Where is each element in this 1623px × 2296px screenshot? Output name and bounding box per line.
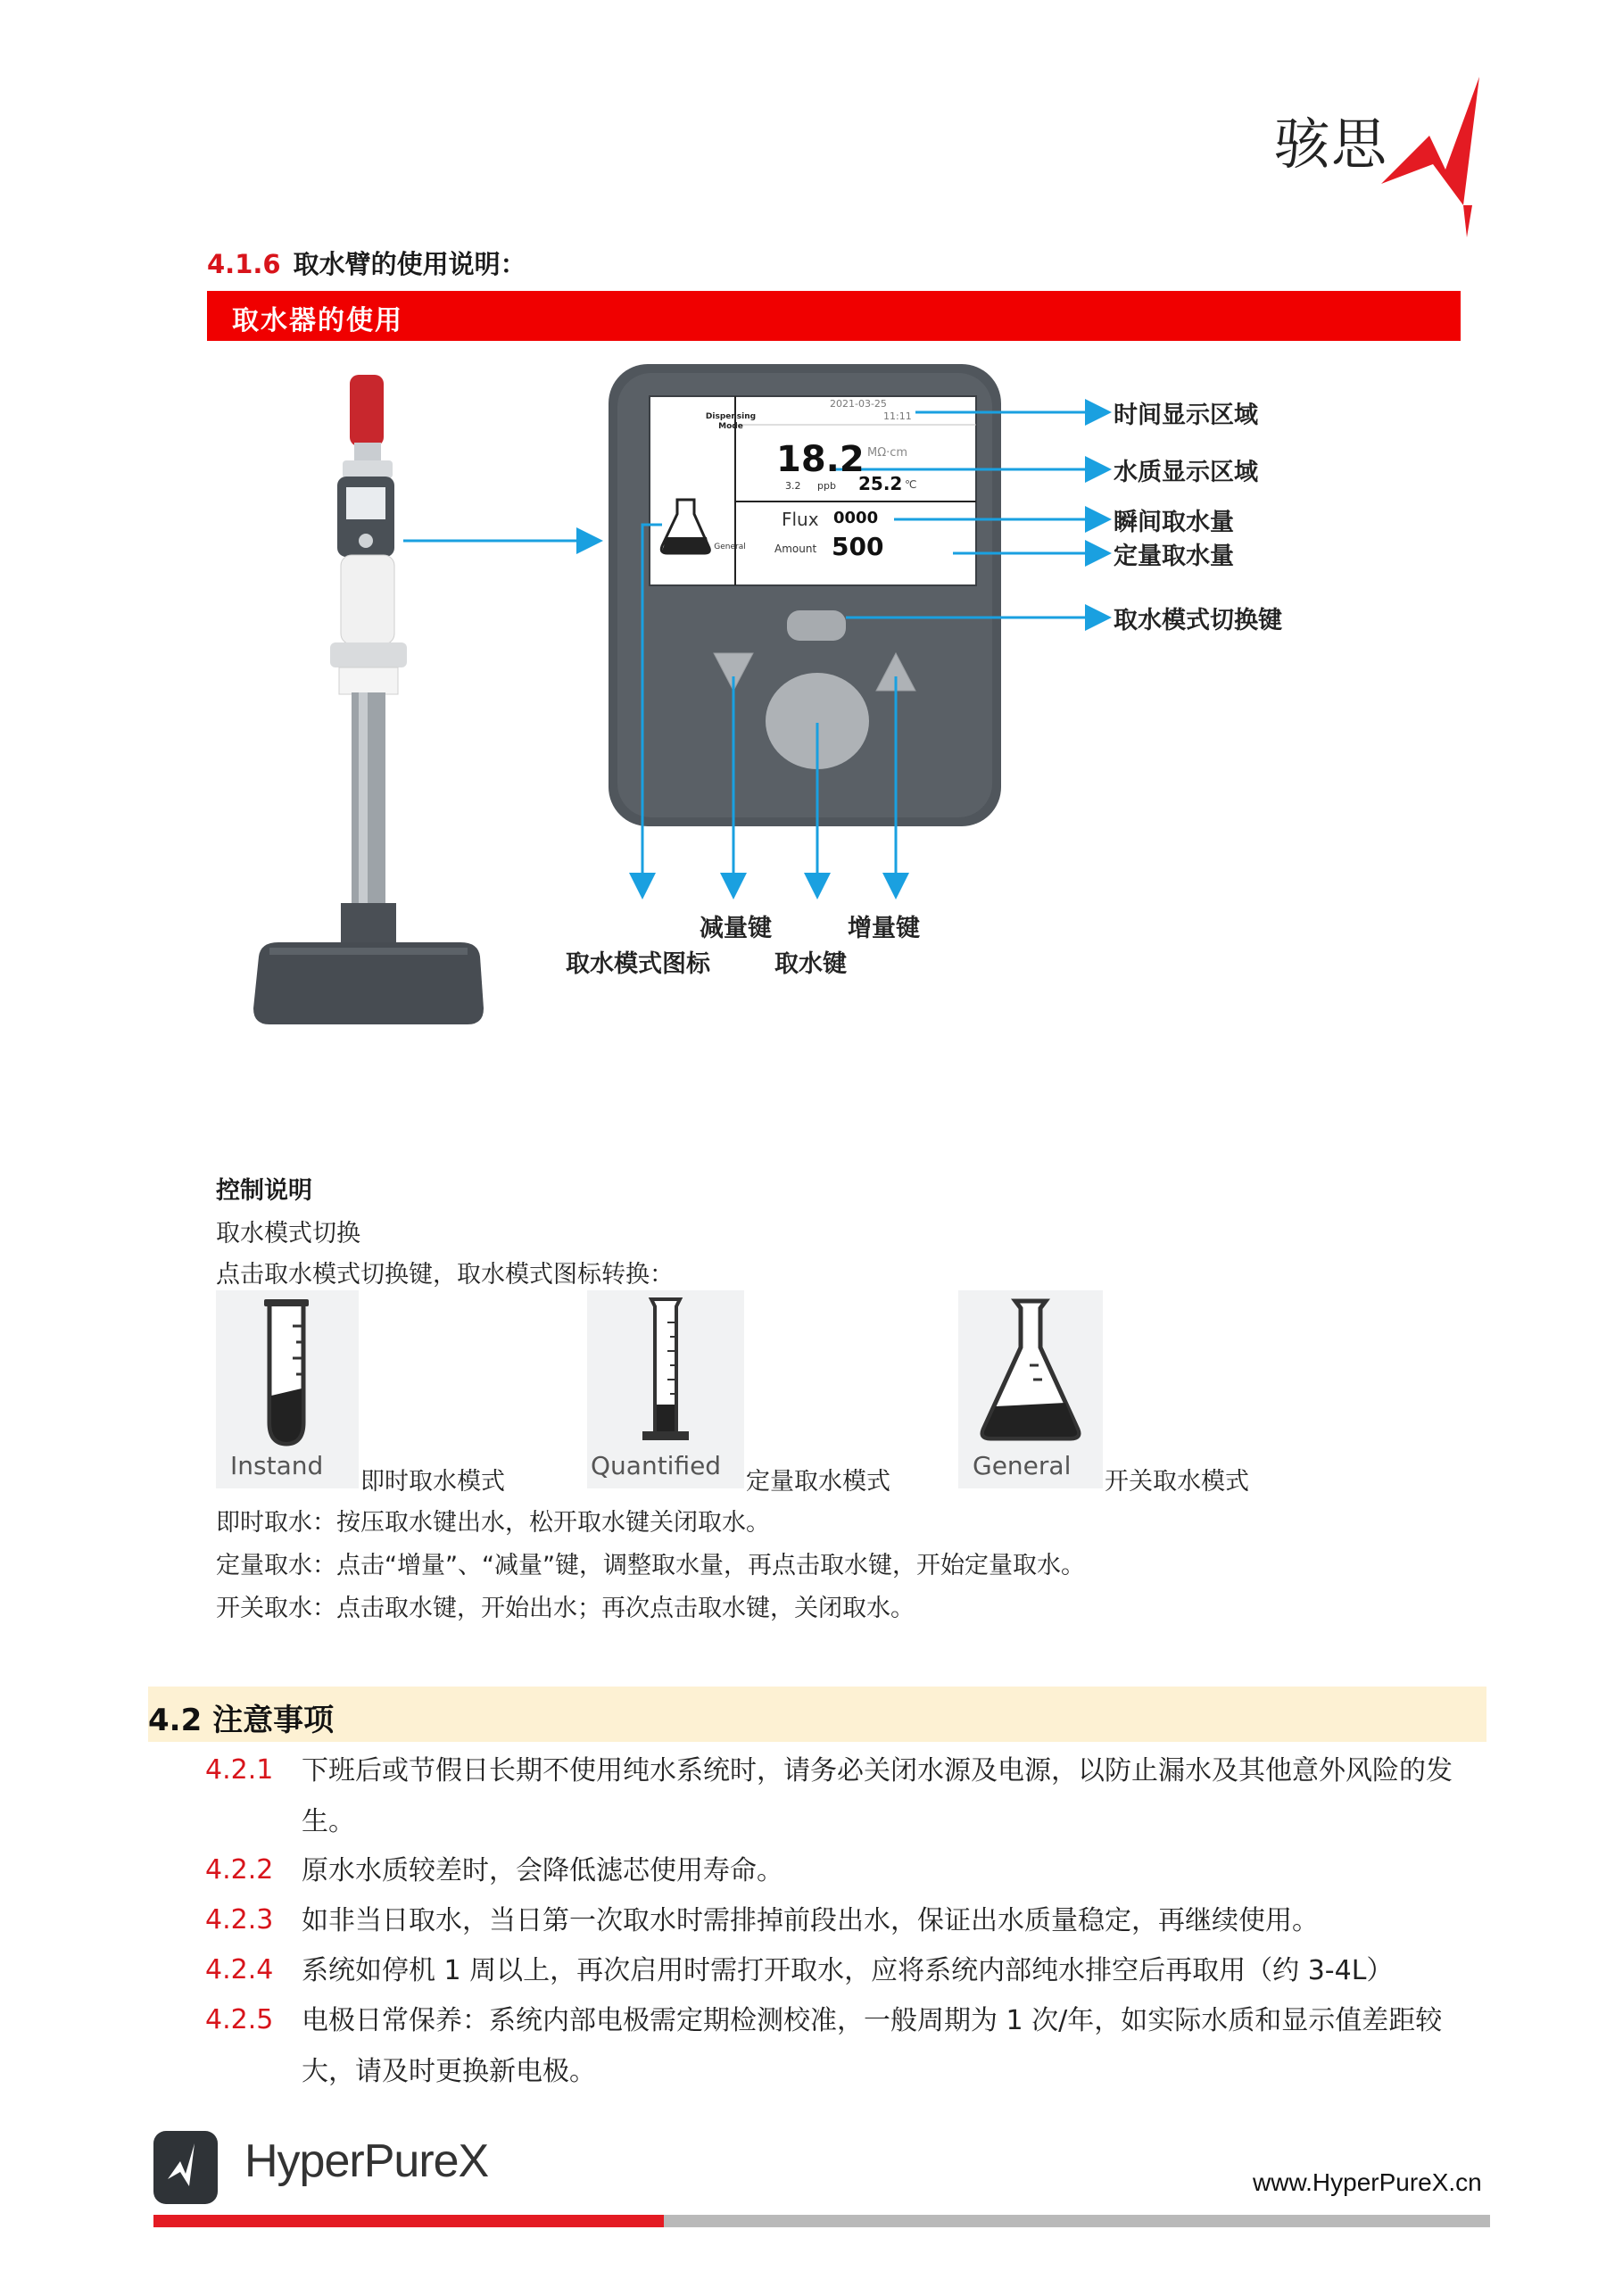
control-desc-1: 即时取水：按压取水键出水，松开取水键关闭取水。 [216,1509,770,1537]
callout-dispense-key: 取水键 [774,950,847,978]
section-number: 4.1.6 [207,249,281,279]
mode-quantified-image [587,1290,744,1488]
callout-increase-key: 增量键 [848,915,920,942]
brand-lightning-logo [1374,71,1490,237]
screen-date: 2021-03-25 [830,398,887,410]
test-tube-icon [216,1290,359,1451]
mode-general-image [958,1290,1103,1488]
footer-bar-red [153,2215,664,2227]
section-title: 取水臂的使用说明： [293,249,526,279]
callout-instant-flow: 瞬间取水量 [1114,509,1234,536]
mode-quantified-icon-label: Quantified [591,1451,722,1480]
screen-time: 11:11 [883,410,912,422]
note-number: 4.2.5 [205,2004,274,2035]
screen-temp-unit: ℃ [905,478,917,491]
mode-quantified-name: 定量取水模式 [746,1468,890,1496]
callout-decrease-key: 减量键 [700,915,772,942]
graduated-cylinder-icon [587,1290,744,1451]
control-line-1: 取水模式切换 [216,1220,360,1247]
brand-text: 骇思 [1274,112,1389,177]
footer-logo-icon [153,2131,218,2204]
section-banner-text: 取水器的使用 [232,305,403,336]
note-text: 原水水质较差时，会降低滤芯使用寿命。 [302,1855,783,1886]
note-text: 如非当日取水，当日第一次取水时需排掉前段出水，保证出水质量稳定，再继续使用。 [302,1905,1319,1936]
note-text: 系统如停机 1 周以上，再次启用时需打开取水，应将系统内部纯水排空后再取用（约 3-4L） [302,1955,1394,1986]
screen-temp: 25.2 [858,473,903,494]
note-number: 4.2.4 [205,1954,274,1985]
screen-sub-unit: ppb [817,480,836,492]
screen-mode-title: Dispensing Mode [705,412,757,431]
screen-flux-label: Flux [782,509,819,530]
callout-time-area: 时间显示区域 [1114,402,1258,429]
screen-flux-value: 0000 [833,509,879,527]
callout-mode-switch-key: 取水模式切换键 [1114,607,1282,634]
note-text: 电极日常保养：系统内部电极需定期检测校准，一般周期为 1 次/年，如实际水质和显示值差距较大，请及时更换新电极。 [302,2005,1443,2087]
screen-mode-icon-label: General [714,543,746,551]
note-number: 4.2.2 [205,1854,274,1886]
screen-quality-value: 18.2 [776,439,865,480]
callout-mode-icon: 取水模式图标 [566,950,710,978]
screen-amount-value: 500 [832,532,884,561]
footer-url[interactable]: www.HyperPureX.cn [1253,2168,1482,2196]
mode-instand-icon-label: Instand [230,1451,324,1480]
mode-general-name: 开关取水模式 [1105,1468,1249,1496]
mode-instand-image [216,1290,359,1488]
section-banner [207,291,1461,341]
footer-brand: HyperPureX [244,2135,489,2187]
dispenser-arm-image [253,375,484,1024]
control-desc-2: 定量取水：点击“增量”、“减量”键，调整取水量，再点击取水键，开始定量取水。 [216,1552,1085,1579]
notes-heading-band [148,1687,1486,1742]
mode-general-icon-label: General [973,1451,1072,1480]
note-number: 4.2.3 [205,1904,274,1935]
section-heading [207,245,526,281]
callout-quality-area: 水质显示区域 [1114,459,1258,486]
screen-sub-value: 3.2 [785,480,801,492]
note-text: 下班后或节假日长期不使用纯水系统时，请务必关闭水源及电源，以防止漏水及其他意外风险的发生。 [302,1755,1453,1837]
note-number: 4.2.1 [205,1754,274,1786]
flask-icon [958,1290,1103,1451]
notes-heading: 4.2 注意事项 [148,1703,335,1738]
control-title: 控制说明 [216,1177,312,1205]
screen-quality-unit: MΩ·cm [867,446,908,460]
callout-fixed-amount: 定量取水量 [1114,543,1234,570]
control-panel-image [609,364,1001,826]
footer-bar-gray [664,2215,1490,2227]
control-desc-3: 开关取水：点击取水键，开始出水；再次点击取水键，关闭取水。 [216,1595,915,1622]
mode-instand-name: 即时取水模式 [360,1468,505,1496]
control-line-2: 点击取水模式切换键，取水模式图标转换： [216,1261,674,1289]
screen-amount-label: Amount [774,543,817,555]
